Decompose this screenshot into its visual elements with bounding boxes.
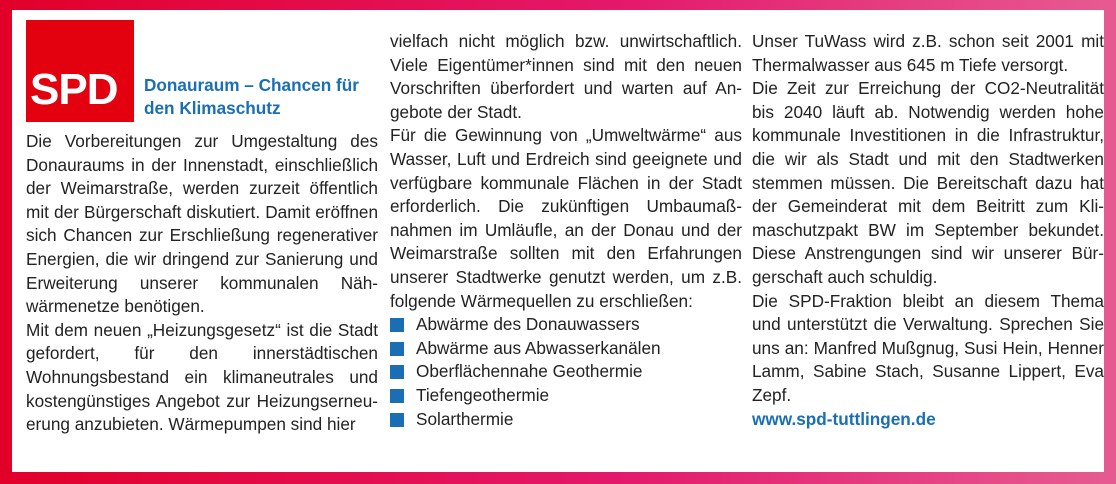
list-item — [390, 408, 742, 432]
column-1 — [26, 20, 378, 437]
bullet-square-icon — [390, 389, 404, 403]
bullet-square-icon — [390, 342, 404, 356]
heat-source-list — [390, 313, 742, 431]
paragraph: Die Zeit zur Erreichung der CO2-Neutralität bis 2040 läuft ab. Notwendig werden hohe kommunale Investitionen in die Infrastruktur, die wir als Stadt und mit den Stadtwerken stemmen müssen. Die Bereitschaft dazu hat der Gemeinderat mit dem Beitritt zum Klimaschutzpakt BW im September bekundet. Diese Anstrengungen sind wir unserer Bürgerschaft auch schuldig. — [752, 78, 1104, 287]
headline — [144, 74, 364, 120]
list-item — [390, 313, 742, 337]
bullet-square-icon — [390, 318, 404, 332]
column-2 — [390, 30, 742, 431]
bullet-square-icon — [390, 413, 404, 427]
list-item — [390, 337, 742, 361]
paragraph: Mit dem neuen „Heizungsgesetz“ ist die Stadt gefordert, für den innerstädtischen Wohnungsbestand ein klimaneutrales und kostengünstiges Angebot zur Heizungserneuerung anzubieten. Wärmepumpen sind hier — [26, 319, 378, 435]
list-item-label: Abwärme aus Abwasserkanälen — [416, 337, 661, 358]
bullet-square-icon — [390, 365, 404, 379]
spd-logo — [26, 20, 134, 122]
paragraph: Die Vorbereitungen zur Umgestaltung des Donauraums in der Innenstadt, einschließlich der Weimarstraße, werden zurzeit öffentlich mit der Bürgerschaft diskutiert. Damit eröffnen sich Chancen zur Erschließung regenerativer Energien, die wir dringend zur Sanierung und Erweiterung unserer kommunalen Nähwärmenetze benötigen. — [26, 131, 378, 317]
list-item — [390, 360, 742, 384]
list-item-label: Solarthermie — [416, 408, 514, 429]
paragraph: vielfach nicht möglich bzw. unwirtschaftlich. Viele Eigentümer*innen sind mit den neuen Vorschriften überfordert und warten auf Angebote der Stadt. — [390, 31, 742, 122]
list-item — [390, 384, 742, 408]
column-3 — [752, 30, 1104, 431]
website-link[interactable]: www.spd-tuttlingen.de — [752, 408, 936, 429]
list-item-label: Abwärme des Donauwassers — [416, 314, 640, 335]
headline-line-2: den Klimaschutz — [144, 98, 281, 118]
spd-logo-text: SPD — [30, 65, 118, 114]
list-item-label: Tiefengeothermie — [416, 384, 550, 405]
headline-line-1: Donauraum – Chancen für — [144, 75, 359, 95]
paragraph: Unser TuWass wird z.B. schon seit 2001 mit Thermalwasser aus 645 m Tiefe versorgt. — [752, 31, 1104, 75]
paragraph: Die SPD-Fraktion bleibt an diesem Thema und unterstützt die Verwaltung. Sprechen Sie uns an: Manfred Mußgnug, Susi Hein, Henner Lamm, Sabine Stach, Susanne Lippert, Eva Zepf. — [752, 290, 1104, 405]
article-header — [26, 20, 378, 130]
list-item-label: Oberflächennahe Geothermie — [416, 361, 643, 382]
paragraph: Für die Gewinnung von „Umweltwärme“ aus Wasser, Luft und Erdreich sind geeignete und verfügbare kommunale Flächen in der Stadt erforderlich. Die zukünftigen Umbaumaßnahmen im Umläufle, an der Donau und der Weimarstraße sollten mit den Erfahrungen unserer Stadtwerke genutzt werden, um z.B. folgende Wärmequellen zu erschließen: — [390, 125, 742, 311]
content-panel — [12, 10, 1104, 472]
